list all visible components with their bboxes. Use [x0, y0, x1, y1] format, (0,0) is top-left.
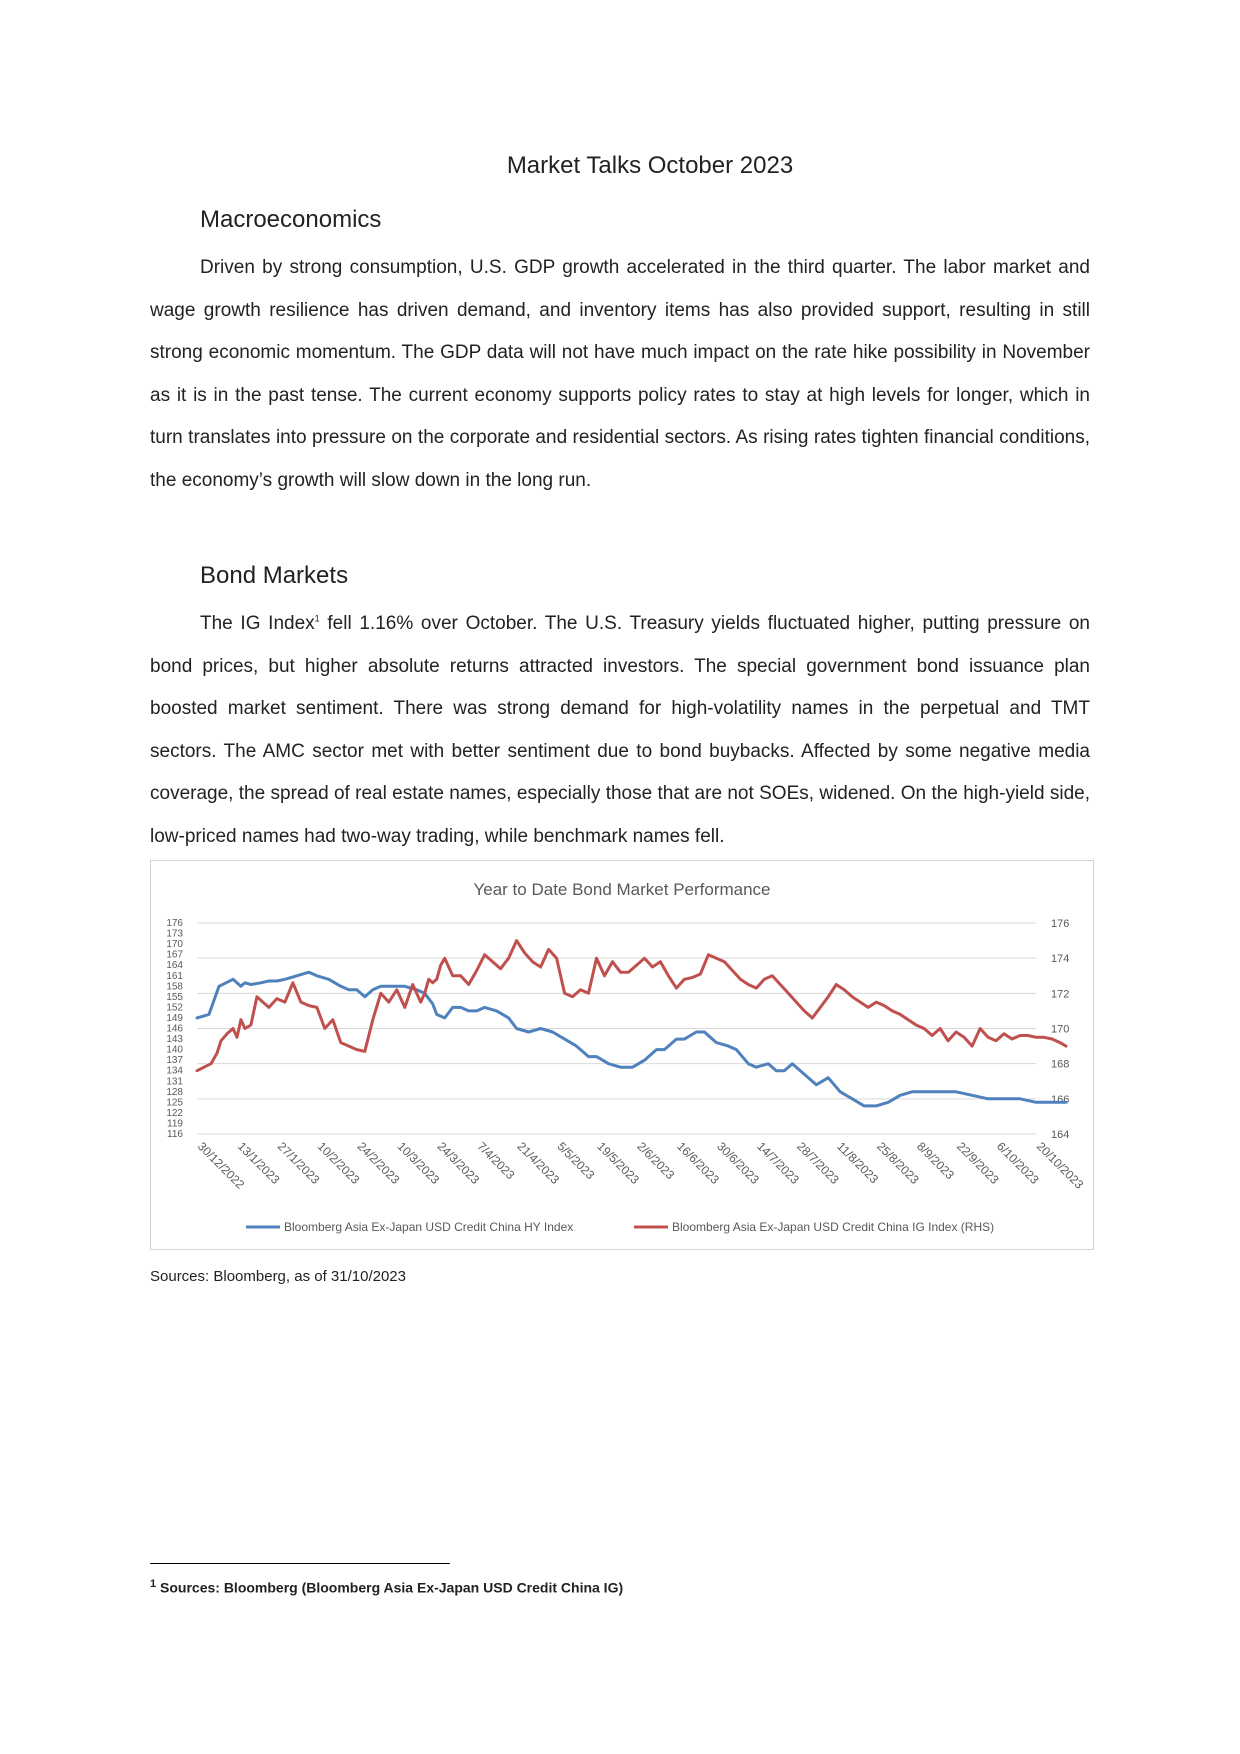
right-tick-label: 176 [1051, 918, 1070, 930]
left-tick-label: 146 [166, 1023, 183, 1035]
left-tick-label: 125 [166, 1097, 183, 1109]
x-tick-label: 19/5/2023 [594, 1139, 643, 1187]
left-tick-label: 143 [166, 1034, 183, 1046]
section-heading-bond-markets: Bond Markets [200, 562, 349, 589]
left-tick-label: 134 [166, 1065, 183, 1077]
legend-label-ig: Bloomberg Asia Ex-Japan USD Credit China IG Index (RHS) [672, 1220, 995, 1234]
x-tick-label: 7/4/2023 [474, 1139, 518, 1183]
right-tick-label: 166 [1051, 1093, 1070, 1106]
left-tick-label: 122 [166, 1107, 183, 1119]
legend-label-hy: Bloomberg Asia Ex-Japan USD Credit China HY Index [284, 1220, 574, 1234]
right-tick-label: 164 [1051, 1129, 1070, 1141]
x-tick-label: 14/7/2023 [754, 1139, 802, 1187]
x-tick-label: 11/8/2023 [834, 1139, 882, 1187]
left-tick-label: 164 [166, 960, 183, 972]
series-line-ig-index [197, 941, 1066, 1071]
gridlines [197, 923, 1036, 1134]
x-tick-label: 8/9/2023 [914, 1139, 957, 1183]
right-y-axis [1051, 918, 1069, 1141]
x-tick-label: 2/6/2023 [634, 1139, 678, 1183]
left-tick-label: 167 [166, 949, 183, 961]
left-y-axis [166, 918, 183, 1140]
footnote [150, 1578, 623, 1596]
footnote-text: Sources: Bloomberg (Bloomberg Asia Ex-Japan USD Credit China IG) [156, 1579, 624, 1596]
x-tick-label: 28/7/2023 [794, 1139, 842, 1187]
x-tick-label: 25/8/2023 [874, 1139, 922, 1187]
right-tick-label: 174 [1051, 953, 1070, 966]
left-tick-label: 128 [166, 1086, 183, 1098]
right-tick-label: 172 [1051, 988, 1070, 1001]
right-tick-label: 168 [1051, 1058, 1070, 1071]
x-tick-label: 24/2/2023 [354, 1139, 403, 1187]
series-lines [197, 941, 1066, 1106]
x-tick-label: 24/3/2023 [434, 1139, 483, 1187]
footnote-reference[interactable]: 1 [314, 613, 320, 624]
bond-markets-paragraph [150, 603, 1090, 858]
left-tick-label: 152 [166, 1002, 183, 1014]
bond-market-chart [150, 860, 1094, 1250]
x-tick-label: 10/3/2023 [394, 1139, 443, 1187]
left-tick-label: 119 [167, 1118, 183, 1130]
footnote-divider [150, 1563, 450, 1564]
series-line-hy-index [197, 972, 1066, 1106]
left-tick-label: 170 [166, 939, 183, 951]
left-tick-label: 176 [166, 918, 183, 929]
left-tick-label: 155 [166, 991, 183, 1003]
left-tick-label: 116 [167, 1129, 183, 1140]
x-tick-label: 30/12/2022 [194, 1139, 248, 1192]
left-tick-label: 173 [166, 928, 183, 940]
bond-paragraph-intro: The IG Index [200, 613, 315, 634]
page-title: Market Talks October 2023 [506, 152, 794, 179]
x-tick-label: 10/2/2023 [314, 1139, 363, 1187]
x-tick-label: 27/1/2023 [274, 1139, 323, 1187]
chart-title: Year to Date Bond Market Performance [473, 880, 771, 899]
left-tick-label: 158 [166, 981, 183, 993]
x-tick-label: 30/6/2023 [714, 1139, 762, 1187]
left-tick-label: 137 [166, 1055, 183, 1067]
x-tick-label: 5/5/2023 [554, 1139, 598, 1183]
footnote-number: 1 [150, 1578, 157, 1590]
source-note: Sources: Bloomberg, as of 31/10/2023 [150, 1268, 406, 1285]
x-tick-label: 13/1/2023 [234, 1139, 283, 1187]
x-tick-label: 20/10/2023 [1033, 1139, 1087, 1192]
bond-paragraph-rest: fell 1.16% over October. The U.S. Treasury yields fluctuated higher, putting pressure on bond prices, but higher absolute returns attracted investors. The special government bond issuance plan boosted market sentiment. There was strong demand for high-volatility names in the perpetual and TMT sectors. The AMC sector met with better sentiment due to bond buybacks. Affected by some negative media coverage, the spread of real estate names, especially those that are not SOEs, widened. On the high-yield side, low-priced names had two-way trading, while benchmark names fell. [150, 613, 1090, 847]
x-tick-label: 6/10/2023 [993, 1139, 1042, 1187]
right-tick-label: 170 [1051, 1023, 1070, 1036]
chart-canvas [151, 861, 1093, 1249]
left-tick-label: 131 [166, 1076, 183, 1088]
left-tick-label: 140 [166, 1044, 183, 1056]
left-tick-label: 149 [166, 1012, 183, 1024]
section-heading-macroeconomics: Macroeconomics [200, 206, 382, 233]
x-tick-label: 21/4/2023 [514, 1139, 563, 1187]
x-axis [195, 1139, 1087, 1192]
macroeconomics-paragraph: Driven by strong consumption, U.S. GDP growth accelerated in the third quarter. The labor market and wage growth resilience has driven demand, and inventory items has also provided support, resulting in still strong economic momentum. The GDP data will not have much impact on the rate hike possibility in November as it is in the past tense. The current economy supports policy rates to stay at high levels for longer, which in turn translates into pressure on the corporate and residential sectors. As rising rates tighten financial conditions, the economy’s growth will slow down in the long run. [150, 257, 1090, 491]
chart-legend [246, 1220, 994, 1234]
left-tick-label: 161 [166, 970, 183, 982]
x-tick-label: 16/6/2023 [674, 1139, 722, 1187]
x-tick-label: 22/9/2023 [953, 1139, 1002, 1187]
